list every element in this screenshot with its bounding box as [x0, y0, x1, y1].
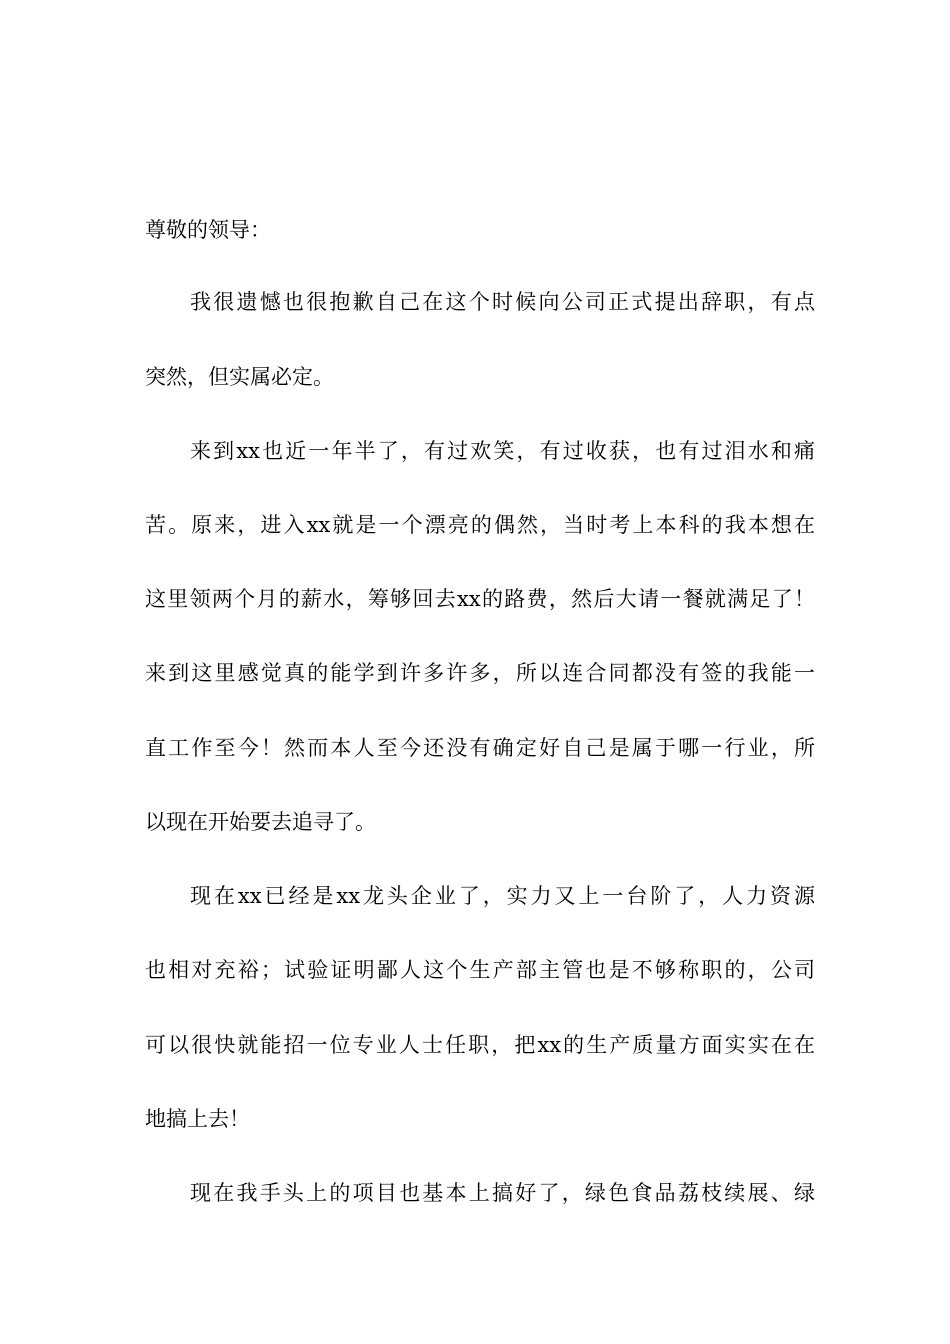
paragraph-line: 以现在开始要去追寻了。 [145, 810, 376, 834]
paragraph-line: 苦。原来，进入xx就是一个漂亮的偶然，当时考上本科的我本想在 [145, 513, 815, 537]
paragraph-line: 来到xx也近一年半了，有过欢笑，有过收获，也有过泪水和痛 [190, 439, 815, 463]
paragraph-line: 来到这里感觉真的能学到许多许多，所以连合同都没有签的我能一 [145, 661, 815, 685]
paragraph-line: 现在xx已经是xx龙头企业了，实力又上一台阶了，人力资源 [190, 884, 815, 908]
paragraph-line: 直工作至今！然而本人至今还没有确定好自己是属于哪一行业，所 [145, 736, 815, 760]
paragraph-line: 我很遗憾也很抱歉自己在这个时候向公司正式提出辞职，有点 [190, 290, 815, 314]
paragraph-line: 地搞上去！ [145, 1107, 250, 1131]
paragraph-line: 现在我手头上的项目也基本上搞好了，绿色食品荔枝续展、绿 [190, 1181, 815, 1205]
paragraph-line: 也相对充裕；试验证明鄙人这个生产部主管也是不够称职的，公司 [145, 958, 815, 982]
salutation: 尊敬的领导： [145, 218, 271, 242]
paragraph-line: 这里领两个月的薪水，筹够回去xx的路费，然后大请一餐就满足了！ [145, 587, 815, 611]
paragraph-line: 突然，但实属必定。 [145, 365, 334, 389]
paragraph-line: 可以很快就能招一位专业人士任职，把xx的生产质量方面实实在在 [145, 1033, 815, 1057]
